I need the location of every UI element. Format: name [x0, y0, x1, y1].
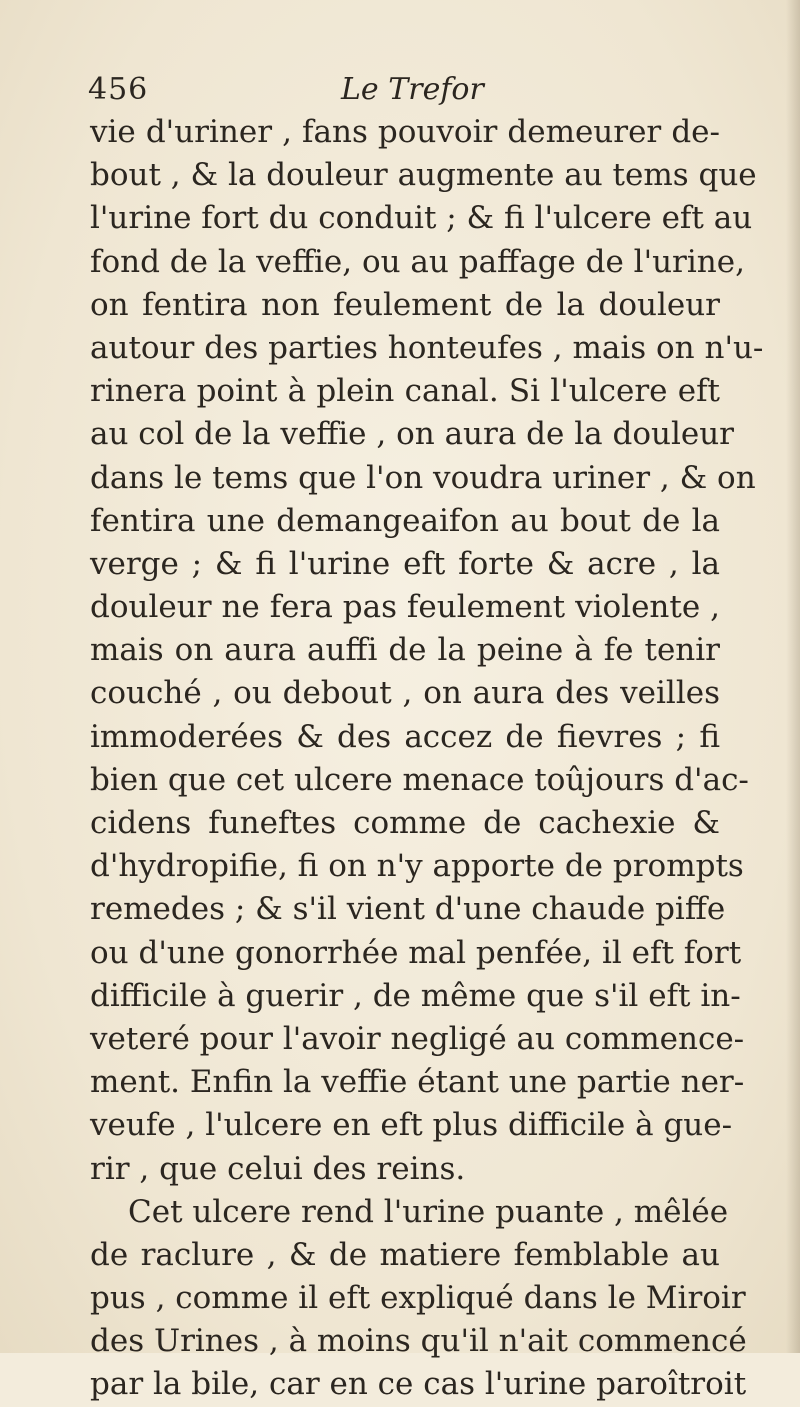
text-line: fentira une demangeaifon au bout de la — [90, 502, 720, 539]
text-line: verge ; & fi l'urine eft forte & acre , la — [90, 545, 720, 582]
page-number: 456 — [88, 72, 149, 107]
text-line: au col de la veffie , on aura de la douleur — [90, 416, 734, 453]
text-line: ou d'une gonorrhée mal penfée, il eft fort — [90, 934, 742, 971]
text-line: vie d'uriner , fans pouvoir demeurer de- — [90, 114, 720, 150]
text-line: pus , comme il eft expliqué dans le Miroir — [90, 1280, 746, 1317]
paragraph-end-line: rir , que celui des reins. — [90, 1150, 466, 1187]
text-line: veufe , l'ulcere en eft plus difficile à gue- — [90, 1107, 733, 1144]
text-line: on fentira non feulement de la douleur — [90, 286, 720, 323]
paragraph-start-line: Cet ulcere rend l'urine puante , mêlée — [128, 1193, 729, 1230]
page-header — [88, 72, 708, 112]
text-line: dans le tems que l'on voudra uriner , & on — [90, 459, 756, 496]
text-line: couché , ou debout , on aura des veilles — [90, 675, 720, 712]
text-line: de raclure , & de matiere femblable au — [90, 1236, 720, 1273]
text-line: douleur ne fera pas feulement violente , — [90, 589, 720, 626]
text-line: ment. Enfin la veffie étant une partie ner- — [90, 1064, 745, 1101]
text-line: remedes ; & s'il vient d'une chaude piffe — [90, 891, 726, 928]
body-text — [90, 111, 764, 1407]
text-line: autour des parties honteufes , mais on n'u- — [90, 329, 764, 366]
text-line: veteré pour l'avoir negligé au commence- — [90, 1020, 745, 1057]
text-line: rinera point à plein canal. Si l'ulcere eft — [90, 373, 720, 410]
text-line: l'urine fort du conduit ; & fi l'ulcere eft au — [90, 200, 753, 237]
text-line: d'hydropifie, fi on n'y apporte de prompts — [90, 848, 744, 885]
page-edge-shadow — [786, 0, 800, 1353]
text-line: cidens funeftes comme de cachexie & — [90, 805, 720, 841]
text-line: immoderées & des accez de fievres ; fi — [90, 718, 720, 755]
text-line: bien que cet ulcere menace toûjours d'ac- — [90, 761, 749, 798]
text-line: des Urines , à moins qu'il n'ait commencé — [90, 1323, 747, 1360]
text-line: difficile à guerir , de même que s'il eft in- — [90, 977, 741, 1014]
running-title: Le Trefor — [341, 72, 484, 107]
text-line: par la bile, car en ce cas l'urine paroîtroit — [90, 1366, 747, 1403]
text-line: mais on aura auffi de la peine à fe tenir — [90, 632, 720, 669]
text-line: fond de la veffie, ou au paffage de l'urine, — [90, 243, 745, 280]
text-line: bout , & la douleur augmente au tems que — [90, 157, 757, 194]
